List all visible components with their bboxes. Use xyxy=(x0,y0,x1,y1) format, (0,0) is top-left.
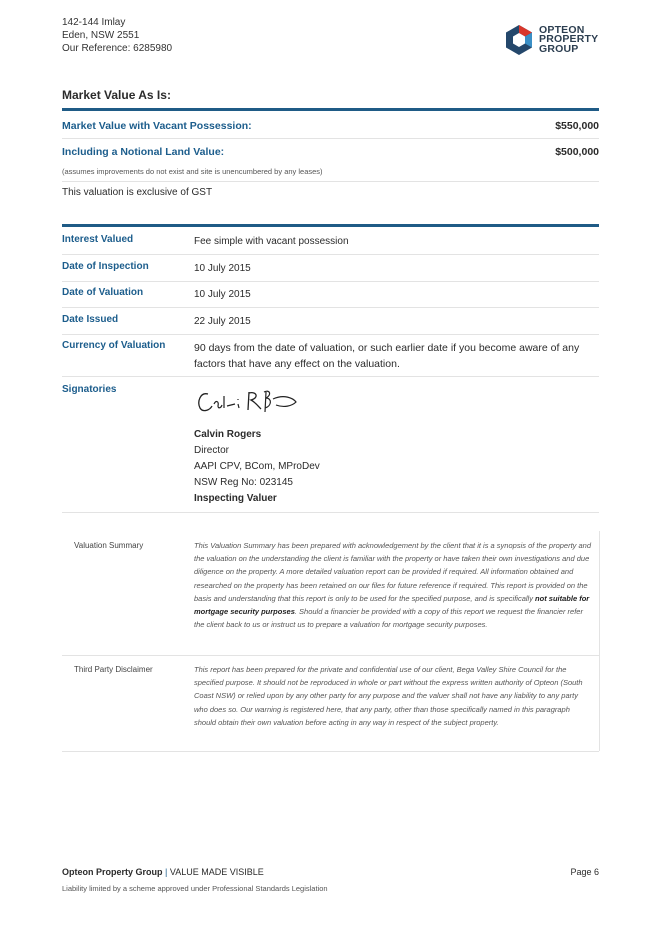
page-number: Page 6 xyxy=(570,867,599,877)
date-of-inspection-value: 10 July 2015 xyxy=(194,263,251,274)
section-rule-details xyxy=(62,224,599,227)
land-value-label: Including a Notional Land Value: xyxy=(62,146,225,158)
footer-branding xyxy=(62,867,264,877)
footer-company: Opteon Property Group xyxy=(62,867,163,877)
land-value-amount: $500,000 xyxy=(555,146,599,158)
opteon-logo xyxy=(504,24,598,56)
property-address-block xyxy=(62,16,172,55)
market-value-vacant-amount: $550,000 xyxy=(555,120,599,132)
logo-word-property: PROPERTY xyxy=(539,33,599,46)
land-value-note: (assumes improvements do not exist and site is unencumbered by any leases) xyxy=(62,167,323,176)
valuation-summary-bold-phrase: not suitable for mortgage security purposes xyxy=(194,593,590,617)
signatory-qualifications: AAPI CPV, BCom, MProDev xyxy=(194,461,320,472)
our-reference: Our Reference: 6285980 xyxy=(62,43,173,54)
signature-image xyxy=(194,386,304,420)
row-divider xyxy=(62,138,599,139)
date-issued-label: Date Issued xyxy=(62,314,119,325)
address-line-1: 142-144 Imlay xyxy=(62,17,126,28)
date-of-valuation-label: Date of Valuation xyxy=(62,287,144,298)
currency-of-valuation-value: 90 days from the date of valuation, or such earlier date if you become aware of any factors that have any effect on the valuation. xyxy=(194,342,580,370)
gst-note: This valuation is exclusive of GST xyxy=(62,187,213,198)
logo-word-group: GROUP xyxy=(539,42,579,55)
signatory-role: Inspecting Valuer xyxy=(194,493,277,504)
address-line-2: Eden, NSW 2551 xyxy=(62,30,140,41)
market-value-vacant-label: Market Value with Vacant Possession: xyxy=(62,120,252,132)
row-divider xyxy=(62,254,599,255)
valuation-summary-label: Valuation Summary xyxy=(74,541,144,550)
date-of-valuation-value: 10 July 2015 xyxy=(194,289,251,300)
signatory-block xyxy=(194,427,320,507)
signatory-name: Calvin Rogers xyxy=(194,429,262,440)
date-issued-value: 22 July 2015 xyxy=(194,316,251,327)
row-divider xyxy=(62,376,599,377)
row-divider xyxy=(62,181,599,182)
signatory-registration: NSW Reg No: 023145 xyxy=(194,477,293,488)
market-value-heading: Market Value As Is: xyxy=(62,88,171,102)
interest-valued-value: Fee simple with vacant possession xyxy=(194,236,349,247)
currency-of-valuation-label: Currency of Valuation xyxy=(62,340,166,351)
footer-separator: | xyxy=(165,867,168,877)
section-rule-top xyxy=(62,108,599,111)
footer-liability-note: Liability limited by a scheme approved under Professional Standards Legislation xyxy=(62,884,328,893)
footer-tagline: VALUE MADE VISIBLE xyxy=(169,867,264,877)
valuation-summary-text-part-1: This Valuation Summary has been prepared with acknowledgement by the client that it is a synopsis of the property and the valuation on the understanding the client is familiar with the property or have taken their own investigations and due diligence on the property. A more detailed valuation report can be provided if required. All information obtained and researched on the property has been retained on our files for future reference if required. This report is provided on the basis and understanding that this report is only to be used for the specified purpose, and is specifically xyxy=(194,541,592,603)
third-party-disclaimer-section xyxy=(62,655,600,751)
signatory-title: Director xyxy=(194,445,230,456)
date-of-inspection-label: Date of Inspection xyxy=(62,261,149,272)
third-party-disclaimer-text: This report has been prepared for the private and confidential use of our client, Bega Valley Shire Council for the specified purpose. It should not be reproduced in whole or part without the express written authority of Opteon (South Coast NSW) or relied upon by any other party for any purpose and the valuer shall not have any liability to any party who does so. Our warning is registered here, that any party, other than those specifically named in this paragraph should obtain their own valuation before acting in any way in respect of the subject property. xyxy=(194,665,583,727)
logo-wordmark xyxy=(539,23,599,55)
opteon-hexagon-icon xyxy=(504,24,534,56)
logo-word-opteon: OPTEON xyxy=(539,23,585,36)
valuation-summary-section xyxy=(62,531,600,655)
row-divider xyxy=(62,751,599,752)
row-divider xyxy=(62,307,599,308)
valuation-summary-text xyxy=(194,539,592,631)
valuation-summary-text-part-2: . Should a financier be provided with a copy of this report we request the financier refer the client back to us or instruct us to prepare a valuation for mortgage security purposes. xyxy=(194,607,583,630)
row-divider xyxy=(62,281,599,282)
row-divider xyxy=(62,334,599,335)
interest-valued-label: Interest Valued xyxy=(62,234,134,245)
third-party-disclaimer-label: Third Party Disclaimer xyxy=(74,665,153,674)
row-divider xyxy=(62,512,599,513)
signatories-label: Signatories xyxy=(62,384,117,395)
